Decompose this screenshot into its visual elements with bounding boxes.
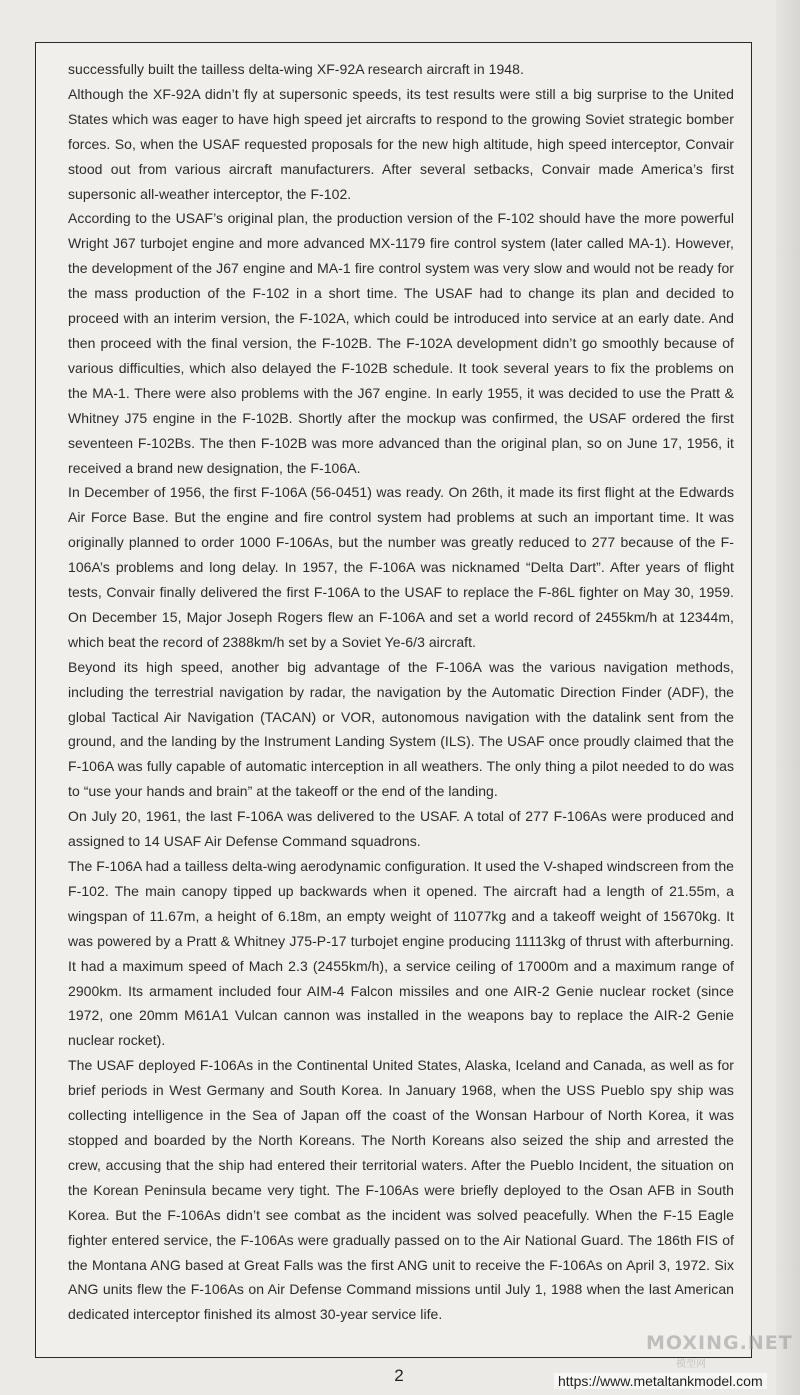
- paper-edge: [776, 0, 800, 1395]
- page-border-frame: [35, 42, 752, 1358]
- watermark-logo-subtitle: 模型网: [676, 1359, 706, 1370]
- watermark-url: https://www.metaltankmodel.com: [554, 1373, 767, 1389]
- paragraph: successfully built the tailless delta-wing XF-92A research aircraft in 1948.: [68, 61, 524, 77]
- paragraph: In December of 1956, the first F-106A (56-0451) was ready. On 26th, it made its first flight at the Edwards Air Force Base. But the engine and fire control system had problems at such an important time. It was originally planned to order 1000 F-106As, but the number was greatly reduced to 277 because of the F-106A’s problems and long delay. In 1957, the F-106A was nicknamed “Delta Dart”. After years of flight tests, Convair finally delivered the first F-106A to the USAF to replace the F-86L fighter on May 30, 1959. On December 15, Major Joseph Rogers flew an F-106A and set a world record of 2455km/h at 12344m, which beat the record of 2388km/h set by a Soviet Ye-6/3 aircraft.: [68, 484, 734, 650]
- paragraph: The USAF deployed F-106As in the Continental United States, Alaska, Iceland and Canada, as well as for brief periods in West Germany and South Korea. In January 1968, when the USS Pueblo spy ship was collecting intelligence in the Sea of Japan off the coast of the Wonsan Harbour of North Korea, it was stopped and boarded by the North Koreans. The North Koreans also seized the ship and arrested the crew, accusing that the ship had entered their territorial waters. After the Pueblo Incident, the situation on the Korean Peninsula became very tight. The F-106As were briefly deployed to the Osan AFB in South Korea. But the F-106As didn’t see combat as the incident was solved peacefully. When the F-15 Eagle fighter entered service, the F-106As were gradually passed on to the Air National Guard. The 186th FIS of the Montana ANG based at Great Falls was the first ANG unit to receive the F-106As on April 3, 1972. Six ANG units flew the F-106As on Air Defense Command missions until July 1, 1988 when the last American dedicated interceptor finished its almost 30-year service life.: [68, 1057, 734, 1323]
- paragraph: According to the USAF’s original plan, the production version of the F-102 should have the more powerful Wright J67 turbojet engine and more advanced MX-1179 fire control system (later called MA-1). However, the development of the J67 engine and MA-1 fire control system was very slow and would not be ready for the mass production of the F-102 in a short time. The USAF had to change its plan and decided to proceed with an interim version, the F-102A, which could be introduced into service at an early date. And then proceed with the final version, the F-102B. The F-102A development didn’t go smoothly because of various difficulties, which also delayed the F-102B schedule. It took several years to fix the problems on the MA-1. There were also problems with the J67 engine. In early 1955, it was decided to use the Pratt & Whitney J75 engine in the F-102B. Shortly after the mockup was confirmed, the USAF ordered the first seventeen F-102Bs. The then F-102B was more advanced than the original plan, so on June 17, 1956, it received a brand new designation, the F-106A.: [68, 210, 734, 476]
- watermark-logo: MOXING.NET: [646, 1332, 793, 1354]
- page-number: 2: [394, 1366, 404, 1385]
- body-text: [68, 57, 734, 1327]
- paragraph: On July 20, 1961, the last F-106A was delivered to the USAF. A total of 277 F-106As were produced and assigned to 14 USAF Air Defense Command squadrons.: [68, 808, 734, 850]
- paragraph: Beyond its high speed, another big advantage of the F-106A was the various navigation methods, including the terrestrial navigation by radar, the navigation by the Automatic Direction Finder (ADF), the global Tactical Air Navigation (TACAN) or VOR, autonomous navigation with the datalink sent from the ground, and the landing by the Instrument Landing System (ILS). The USAF once proudly claimed that the F-106A was fully capable of automatic interception in all weathers. The only thing a pilot needed to do was to “use your hands and brain” at the takeoff or the end of the landing.: [68, 658, 734, 800]
- paragraph: Although the XF-92A didn’t fly at supersonic speeds, its test results were still a big surprise to the United States which was eager to have high speed jet aircrafts to respond to the growing Soviet strategic bomber forces. So, when the USAF requested proposals for the new high altitude, high speed interceptor, Convair stood out from various aircraft manufacturers. After several setbacks, Convair made America’s first supersonic all-weather interceptor, the F-102.: [68, 85, 734, 202]
- paragraph: The F-106A had a tailless delta-wing aerodynamic configuration. It used the V-shaped windscreen from the F-102. The main canopy tipped up backwards when it opened. The aircraft had a length of 21.55m, a wingspan of 11.67m, a height of 6.18m, an empty weight of 11077kg and a takeoff weight of 15670kg. It was powered by a Pratt & Whitney J75-P-17 turbojet engine producing 11113kg of thrust with afterburning. It had a maximum speed of Mach 2.3 (2455km/h), a service ceiling of 17000m and a maximum range of 2900km. Its armament included four AIM-4 Falcon missiles and one AIR-2 Genie nuclear rocket (since 1972, one 20mm M61A1 Vulcan cannon was installed in the weapons bay to replace the AIR-2 Genie nuclear rocket).: [68, 858, 734, 1049]
